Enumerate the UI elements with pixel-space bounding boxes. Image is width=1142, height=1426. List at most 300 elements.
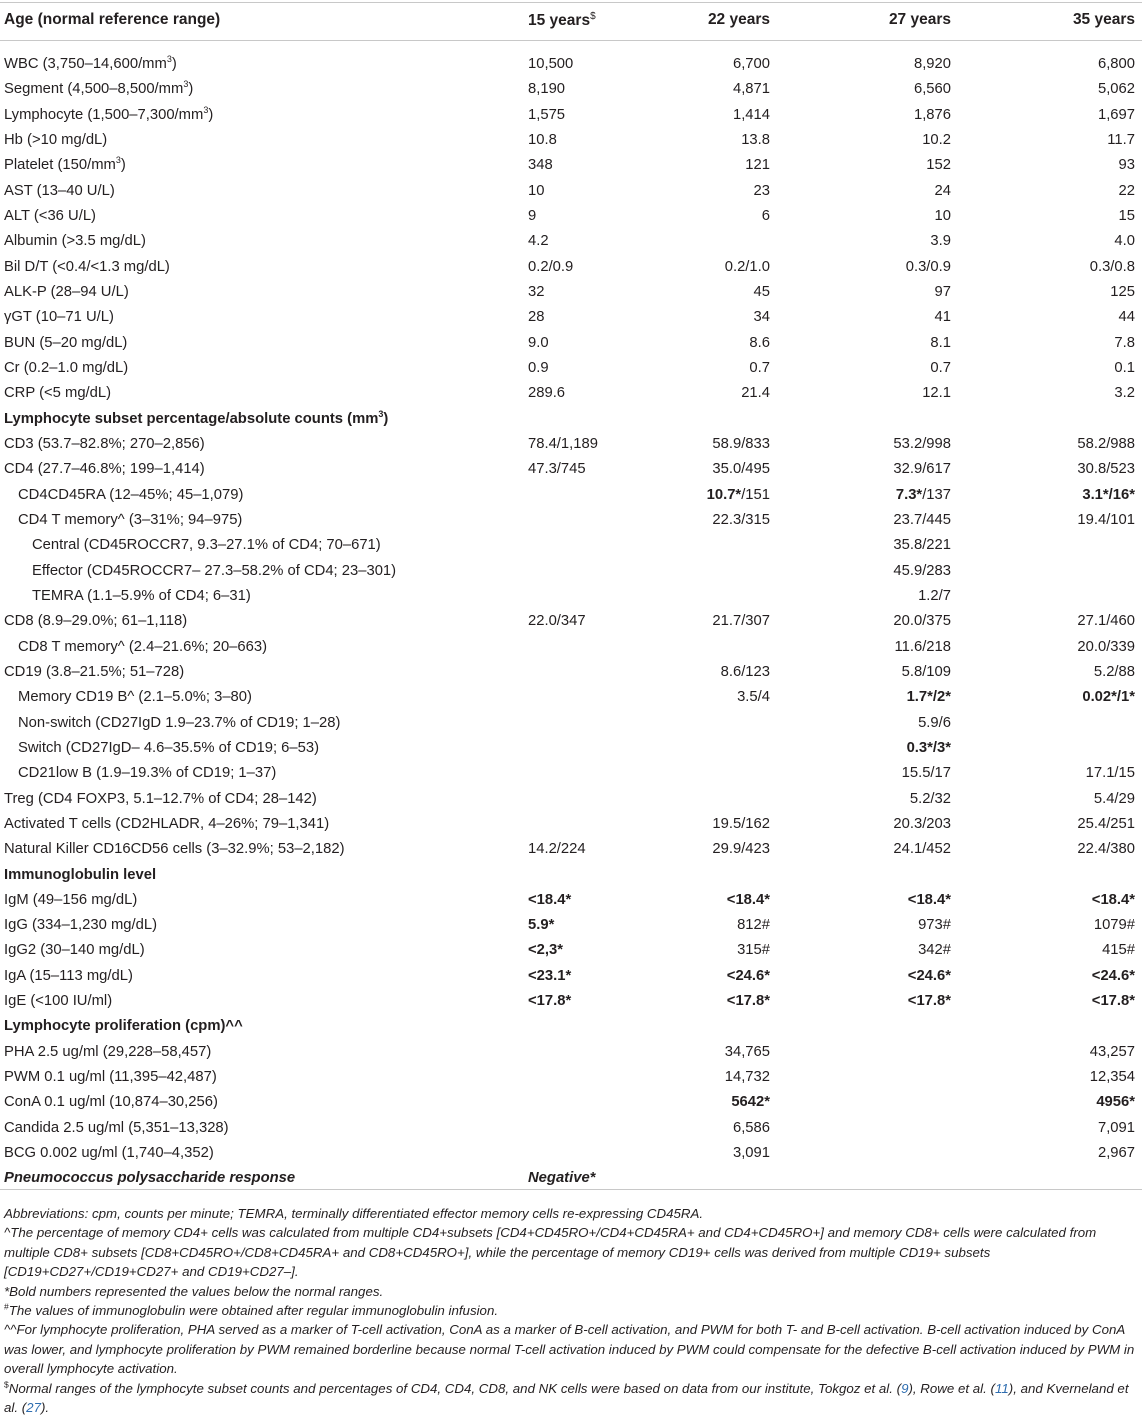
cell-15-years [528,938,563,963]
superscript: 3 [203,104,209,115]
row-label-text: Memory CD19 B^ (2.1–5.0%; 3–80) [18,689,252,706]
cell-value: 20.0/339 [1077,638,1135,655]
row-label [4,153,126,178]
superscript: 3 [115,155,121,166]
cell-22-years [712,508,770,533]
citation-link-11[interactable]: 11 [994,1380,1009,1396]
cell-15-years [528,1166,595,1191]
cell-value: 3.2 [1114,385,1135,402]
cell-15-years [528,381,565,406]
table-row [0,533,1142,558]
row-label-text: Cr (0.2–1.0 mg/dL) [4,359,129,376]
cell-value: 0.3/0.9 [905,258,951,275]
cell-27-years [935,179,951,204]
cell-value: 12.1 [922,385,951,402]
cell-value: 8.6/123 [720,663,770,680]
cell-22-years [727,989,770,1014]
cell-27-years [926,153,951,178]
cell-35-years [1119,179,1135,204]
row-label [4,280,129,305]
row-label-text: CD8 T memory^ (2.4–21.6%; 20–663) [18,638,268,655]
row-label [4,381,111,406]
row-label-text: Segment (4,500–8,500/mm [4,81,184,98]
row-label-text: Lymphocyte (1,500–7,300/mm [4,106,204,123]
row-label [4,913,157,938]
row-label [4,432,205,457]
cell-22-years [712,837,770,862]
row-label [4,128,107,153]
cell-value: 9 [528,207,537,224]
cell-value: 4.2 [528,233,549,250]
row-label [4,305,114,330]
cell-27-years [935,280,951,305]
cell-value: 5.9/6 [918,714,951,731]
cell-15-years [528,77,565,102]
table-row [0,635,1142,660]
cell-27-years [908,888,951,913]
table-row [0,77,1142,102]
row-label-text: IgM (49–156 mg/dL) [4,891,138,908]
footnote-bold: *Bold numbers represented the values below the normal ranges. [4,1283,384,1299]
row-label [4,204,96,229]
cell-22-years [733,77,770,102]
cell-15-years [528,888,571,913]
cell-35-years [1094,787,1135,812]
dollar-footnote-mark: $ [590,11,596,22]
cell-value: 125 [1110,283,1135,300]
row-label-text: Treg (CD4 FOXP3, 5.1–12.7% of CD4; 28–142) [4,790,317,807]
row-label [18,736,319,761]
cell-value: 1079# [1093,917,1135,934]
below-range-value: <18.4* [726,891,770,908]
cell-value: 3,091 [732,1145,770,1162]
cell-27-years [935,305,951,330]
cell-22-years [727,888,770,913]
below-range-value: 5.9* [528,917,555,934]
cell-value: 8,190 [528,81,566,98]
footnote-dollar-text-b: ), Rowe et al. ( [908,1380,995,1396]
cell-value: 289.6 [528,385,566,402]
column-header-22-years: 22 years [707,11,770,28]
below-range-value: <23.1* [528,967,572,984]
cell-value: 5.4/29 [1093,790,1135,807]
row-label [18,685,252,710]
below-range-value: <2,3* [528,942,563,959]
table-row [0,736,1142,761]
table-row [0,508,1142,533]
cell-22-years [707,483,770,508]
cell-22-years [737,685,770,710]
column-header-15-years [528,11,596,33]
cell-27-years [907,736,951,761]
column-header-age: Age (normal reference range) [4,11,221,28]
footnote-dollar [4,1379,1138,1418]
cell-15-years [528,964,571,989]
row-label [4,837,345,862]
table-row [0,103,1142,128]
section-row [0,407,1142,432]
row-label [4,609,187,634]
cell-35-years [1098,52,1135,77]
cell-value: 17.1/15 [1085,765,1135,782]
cell-value: 11.7 [1107,131,1135,148]
cell-15-years [528,229,549,254]
citation-link-9[interactable]: 9 [901,1380,909,1396]
cell-22-years [733,1141,770,1166]
below-range-value: <17.8* [726,993,770,1010]
row-label [4,1040,211,1065]
row-label-text: Effector (CD45ROCCR7– 27.3–58.2% of CD4; 23–301) [32,562,397,579]
cell-value: 41 [934,309,951,326]
cell-value: /151 [741,486,770,503]
cell-value: 21.7/307 [712,613,770,630]
cell-value: 24.1/452 [893,841,951,858]
cell-value: 1,876 [913,106,951,123]
cell-15-years [528,128,557,153]
table-row [0,761,1142,786]
section-row [0,863,1142,888]
cell-value: 152 [926,157,951,174]
row-label-text: IgA (15–113 mg/dL) [4,967,133,984]
row-label-text: Non-switch (CD27IgD 1.9–23.7% of CD19; 1–28) [18,714,341,731]
row-label-text: CRP (<5 mg/dL) [4,385,112,402]
row-label [32,533,381,558]
table-row [0,432,1142,457]
cell-27-years [906,255,951,280]
cell-15-years [528,52,573,77]
row-label [32,559,396,584]
cell-15-years [528,432,598,457]
cell-22-years [733,52,770,77]
cell-35-years [1077,812,1135,837]
row-label [4,1014,243,1039]
cell-27-years [918,938,951,963]
cell-value: 29.9/423 [712,841,770,858]
cell-value: 0.7 [749,359,770,376]
cell-value: 0.2/1.0 [724,258,770,275]
table-row [0,837,1142,862]
cell-27-years [893,508,951,533]
cell-value: 13.8 [741,131,770,148]
below-range-value: <24.6* [1091,967,1135,984]
row-label-text: CD3 (53.7–82.8%; 270–2,856) [4,435,205,452]
table-row [0,381,1142,406]
row-label-text: CD19 (3.8–21.5%; 51–728) [4,663,185,680]
table-row [0,584,1142,609]
row-label [4,863,156,888]
cell-value: 24 [934,182,951,199]
row-label-text: Hb (>10 mg/dL) [4,131,108,148]
row-label [4,1065,217,1090]
below-range-value: 7.3* [895,486,923,503]
cell-35-years [1098,1116,1135,1141]
below-range-value: <24.6* [726,967,770,984]
cell-22-years [737,913,770,938]
cell-value: 10,500 [528,56,574,72]
cell-35-years [1094,913,1135,938]
cell-value: 10 [528,182,545,199]
row-label [4,964,133,989]
cell-value: 10 [934,207,951,224]
below-range-value: 0.3*/3* [906,739,951,756]
cell-value: 32 [528,283,545,300]
table-row [0,812,1142,837]
row-label-text: Immunoglobulin level [4,866,157,883]
cell-value: 30.8/523 [1077,461,1135,478]
row-label [4,1116,229,1141]
cell-value: 28 [528,309,545,326]
cell-value: 19.5/162 [712,815,770,832]
cell-22-years [733,103,770,128]
cell-value: 44 [1118,309,1135,326]
row-label-tail: ) [120,157,126,174]
cell-value: 0.3/0.8 [1089,258,1135,275]
row-label-text: Candida 2.5 ug/ml (5,351–13,328) [4,1119,229,1136]
cell-value: 7,091 [1097,1119,1135,1136]
footnote-dollar-text-d: ). [40,1400,50,1416]
cell-value: 342# [918,942,951,959]
cell-value: 22.3/315 [712,511,770,528]
cell-22-years [749,356,770,381]
cell-value: 415# [1102,942,1135,959]
cell-value: 20.0/375 [893,613,951,630]
cell-value: 5.2/32 [909,790,951,807]
table-row [0,179,1142,204]
superscript: 3 [166,54,172,65]
cell-27-years [902,660,951,685]
cell-15-years [528,989,571,1014]
cell-22-years [727,964,770,989]
cell-22-years [712,432,770,457]
cell-value: 58.2/988 [1077,435,1135,452]
cell-35-years [1077,837,1135,862]
cell-value: 35.0/495 [712,461,770,478]
superscript: 3 [183,79,189,90]
cell-value: 22 [1118,182,1135,199]
cell-22-years [712,457,770,482]
cell-22-years [745,153,770,178]
cell-value: 12,354 [1089,1069,1135,1086]
table-row [0,559,1142,584]
table-row [0,305,1142,330]
below-range-value: <17.8* [1091,993,1135,1010]
row-label-text: WBC (3,750–14,600/mm [4,56,167,72]
cell-27-years [908,964,951,989]
row-label-text: CD4CD45RA (12–45%; 45–1,079) [18,486,244,503]
row-label-text: TEMRA (1.1–5.9% of CD4; 6–31) [32,587,251,604]
cell-35-years [1098,103,1135,128]
cell-value: 973# [918,917,951,934]
row-label [4,1090,218,1115]
cell-value: 15.5/17 [901,765,951,782]
row-label [4,989,112,1014]
cell-35-years [1092,888,1135,913]
cell-27-years [893,457,951,482]
cell-22-years [712,812,770,837]
table-row [0,331,1142,356]
footnote-hash-text: The values of immunoglobulin were obtained after regular immunoglobulin infusion. [8,1303,499,1319]
row-label-tail: ) [208,106,214,123]
cell-value: /137 [922,486,951,503]
cell-value: 812# [737,917,770,934]
table-bottom-rule [0,1189,1142,1190]
section-row [0,1166,1142,1191]
cell-value: 35.8/221 [893,537,951,554]
footnote-abbreviations: Abbreviations: cpm, counts per minute; TEMRA, terminally differentiated effector memory cells re-expressing CD45RA. [4,1206,704,1221]
cell-35-years [1090,1065,1135,1090]
cell-value: 0.1 [1114,359,1135,376]
cell-value: 8.6 [749,334,770,351]
cell-value: 1,414 [732,106,770,123]
cell-value: 43,257 [1089,1043,1135,1060]
row-label [18,711,340,736]
cell-35-years [1077,432,1135,457]
cell-value: 4.0 [1114,233,1135,250]
row-label [4,356,128,381]
cell-15-years [528,331,549,356]
cell-value: 3.5/4 [737,689,770,706]
row-label-text: BUN (5–20 mg/dL) [4,334,128,351]
row-label [4,52,177,77]
table-row [0,1116,1142,1141]
cell-27-years [914,77,951,102]
below-range-value: <18.4* [907,891,951,908]
cell-value: 8.1 [930,334,951,351]
table-row [0,938,1142,963]
footnote-hash [4,1301,1138,1320]
row-label [18,635,267,660]
cell-value: 6 [761,207,770,224]
row-label-text: Pneumococcus polysaccharide response [4,1170,296,1187]
row-label-text: IgG (334–1,230 mg/dL) [4,917,157,934]
cell-value: 9.0 [528,334,549,351]
cell-35-years [1114,331,1135,356]
cell-value: 6,700 [732,56,770,72]
cell-value: 27.1/460 [1077,613,1135,630]
row-label-text: PHA 2.5 ug/ml (29,228–58,457) [4,1043,212,1060]
row-label [4,179,115,204]
row-label [4,787,317,812]
footnote-dollar-text-c: ), and Kverneland et al. ( [4,1380,1129,1416]
cell-27-years [902,761,951,786]
cell-value: 7.8 [1114,334,1135,351]
row-label-tail: ) [383,410,389,427]
header-rule [0,40,1142,41]
cell-value: 20.3/203 [893,815,951,832]
table-row [0,964,1142,989]
below-range-value: 5642* [731,1094,770,1111]
row-label [18,483,243,508]
column-header-35-years: 35 years [1072,11,1135,28]
table-row [0,787,1142,812]
cell-value: 45 [753,283,770,300]
table-row [0,153,1142,178]
cell-value: 348 [528,157,553,174]
footnote-caret: ^The percentage of memory CD4+ cells was calculated from multiple CD4+subsets [CD4+CD45RO+/CD4+CD45RA+ and CD4+CD45RO+] and memory CD8+ cells were calculated from multiple CD8+ subsets [CD8+CD45RO+/CD8+CD45RA+ and CD8+CD45RO+], while the percentage of memory CD19+ cells was derived from multiple CD19+ subsets [CD19+CD27+/CD19+CD27+ and CD19+CD27–]. [4,1225,1097,1280]
row-label-text: γGT (10–71 U/L) [4,309,114,326]
table-row [0,609,1142,634]
row-label-text: AST (13–40 U/L) [4,182,115,199]
cell-35-years [1090,255,1135,280]
row-label [4,77,193,102]
cell-22-years [725,1065,770,1090]
cell-35-years [1119,153,1135,178]
cell-22-years [731,1090,770,1115]
cell-value: 45.9/283 [893,562,951,579]
row-label [4,103,213,128]
cell-value: 4,871 [732,81,770,98]
table-row [0,204,1142,229]
cell-27-years [930,356,951,381]
superscript: 3 [378,408,384,419]
cell-27-years [893,432,951,457]
table-row [0,989,1142,1014]
table-row [0,888,1142,913]
cell-35-years [1107,128,1135,153]
cell-35-years [1090,1040,1135,1065]
row-label [4,229,146,254]
cell-15-years [528,305,544,330]
row-label-tail: ) [171,56,177,72]
cell-27-years [930,229,951,254]
cell-27-years [922,381,951,406]
cell-35-years [1114,229,1135,254]
cell-27-years [893,533,951,558]
row-label [4,888,137,913]
cell-35-years [1102,938,1135,963]
table-row [0,913,1142,938]
row-label-text: Activated T cells (CD2HLADR, 4–26%; 79–1,341) [4,815,330,832]
cell-22-years [754,305,770,330]
cell-35-years [1119,204,1135,229]
cell-value: 47.3/745 [528,461,586,478]
below-range-value: 3.1*/16* [1082,486,1135,503]
table-row [0,1090,1142,1115]
row-label [4,457,205,482]
cell-35-years [1086,761,1135,786]
citation-link-27[interactable]: 27 [26,1400,41,1416]
table-row [0,52,1142,77]
cell-value: 5.8/109 [901,663,951,680]
cell-15-years [528,457,586,482]
cell-value: 0.9 [528,359,549,376]
cell-value: 6,560 [913,81,951,98]
cell-27-years [918,913,951,938]
row-label-text: CD8 (8.9–29.0%; 61–1,118) [4,613,188,630]
cell-value: 6,800 [1097,56,1135,72]
cell-value: 1.2/7 [918,587,951,604]
cell-value: 121 [745,157,770,174]
cell-27-years [893,609,951,634]
cell-value: 0.7 [930,359,951,376]
cell-15-years [528,204,536,229]
table-row [0,685,1142,710]
cell-value: 58.9/833 [712,435,770,452]
cell-35-years [1114,381,1135,406]
cell-value: 21.4 [741,385,770,402]
row-label-text: PWM 0.1 ug/ml (11,395–42,487) [4,1069,217,1086]
below-range-value: <18.4* [528,891,572,908]
cell-value: 78.4/1,189 [528,435,598,452]
cell-22-years [741,381,770,406]
below-range-value: Negative* [528,1170,596,1187]
row-label-text: IgG2 (30–140 mg/dL) [4,942,145,959]
cell-35-years [1096,1090,1135,1115]
cell-value: 53.2/998 [893,435,951,452]
below-range-value: <17.8* [907,993,951,1010]
row-label [4,255,170,280]
cell-27-years [893,812,951,837]
